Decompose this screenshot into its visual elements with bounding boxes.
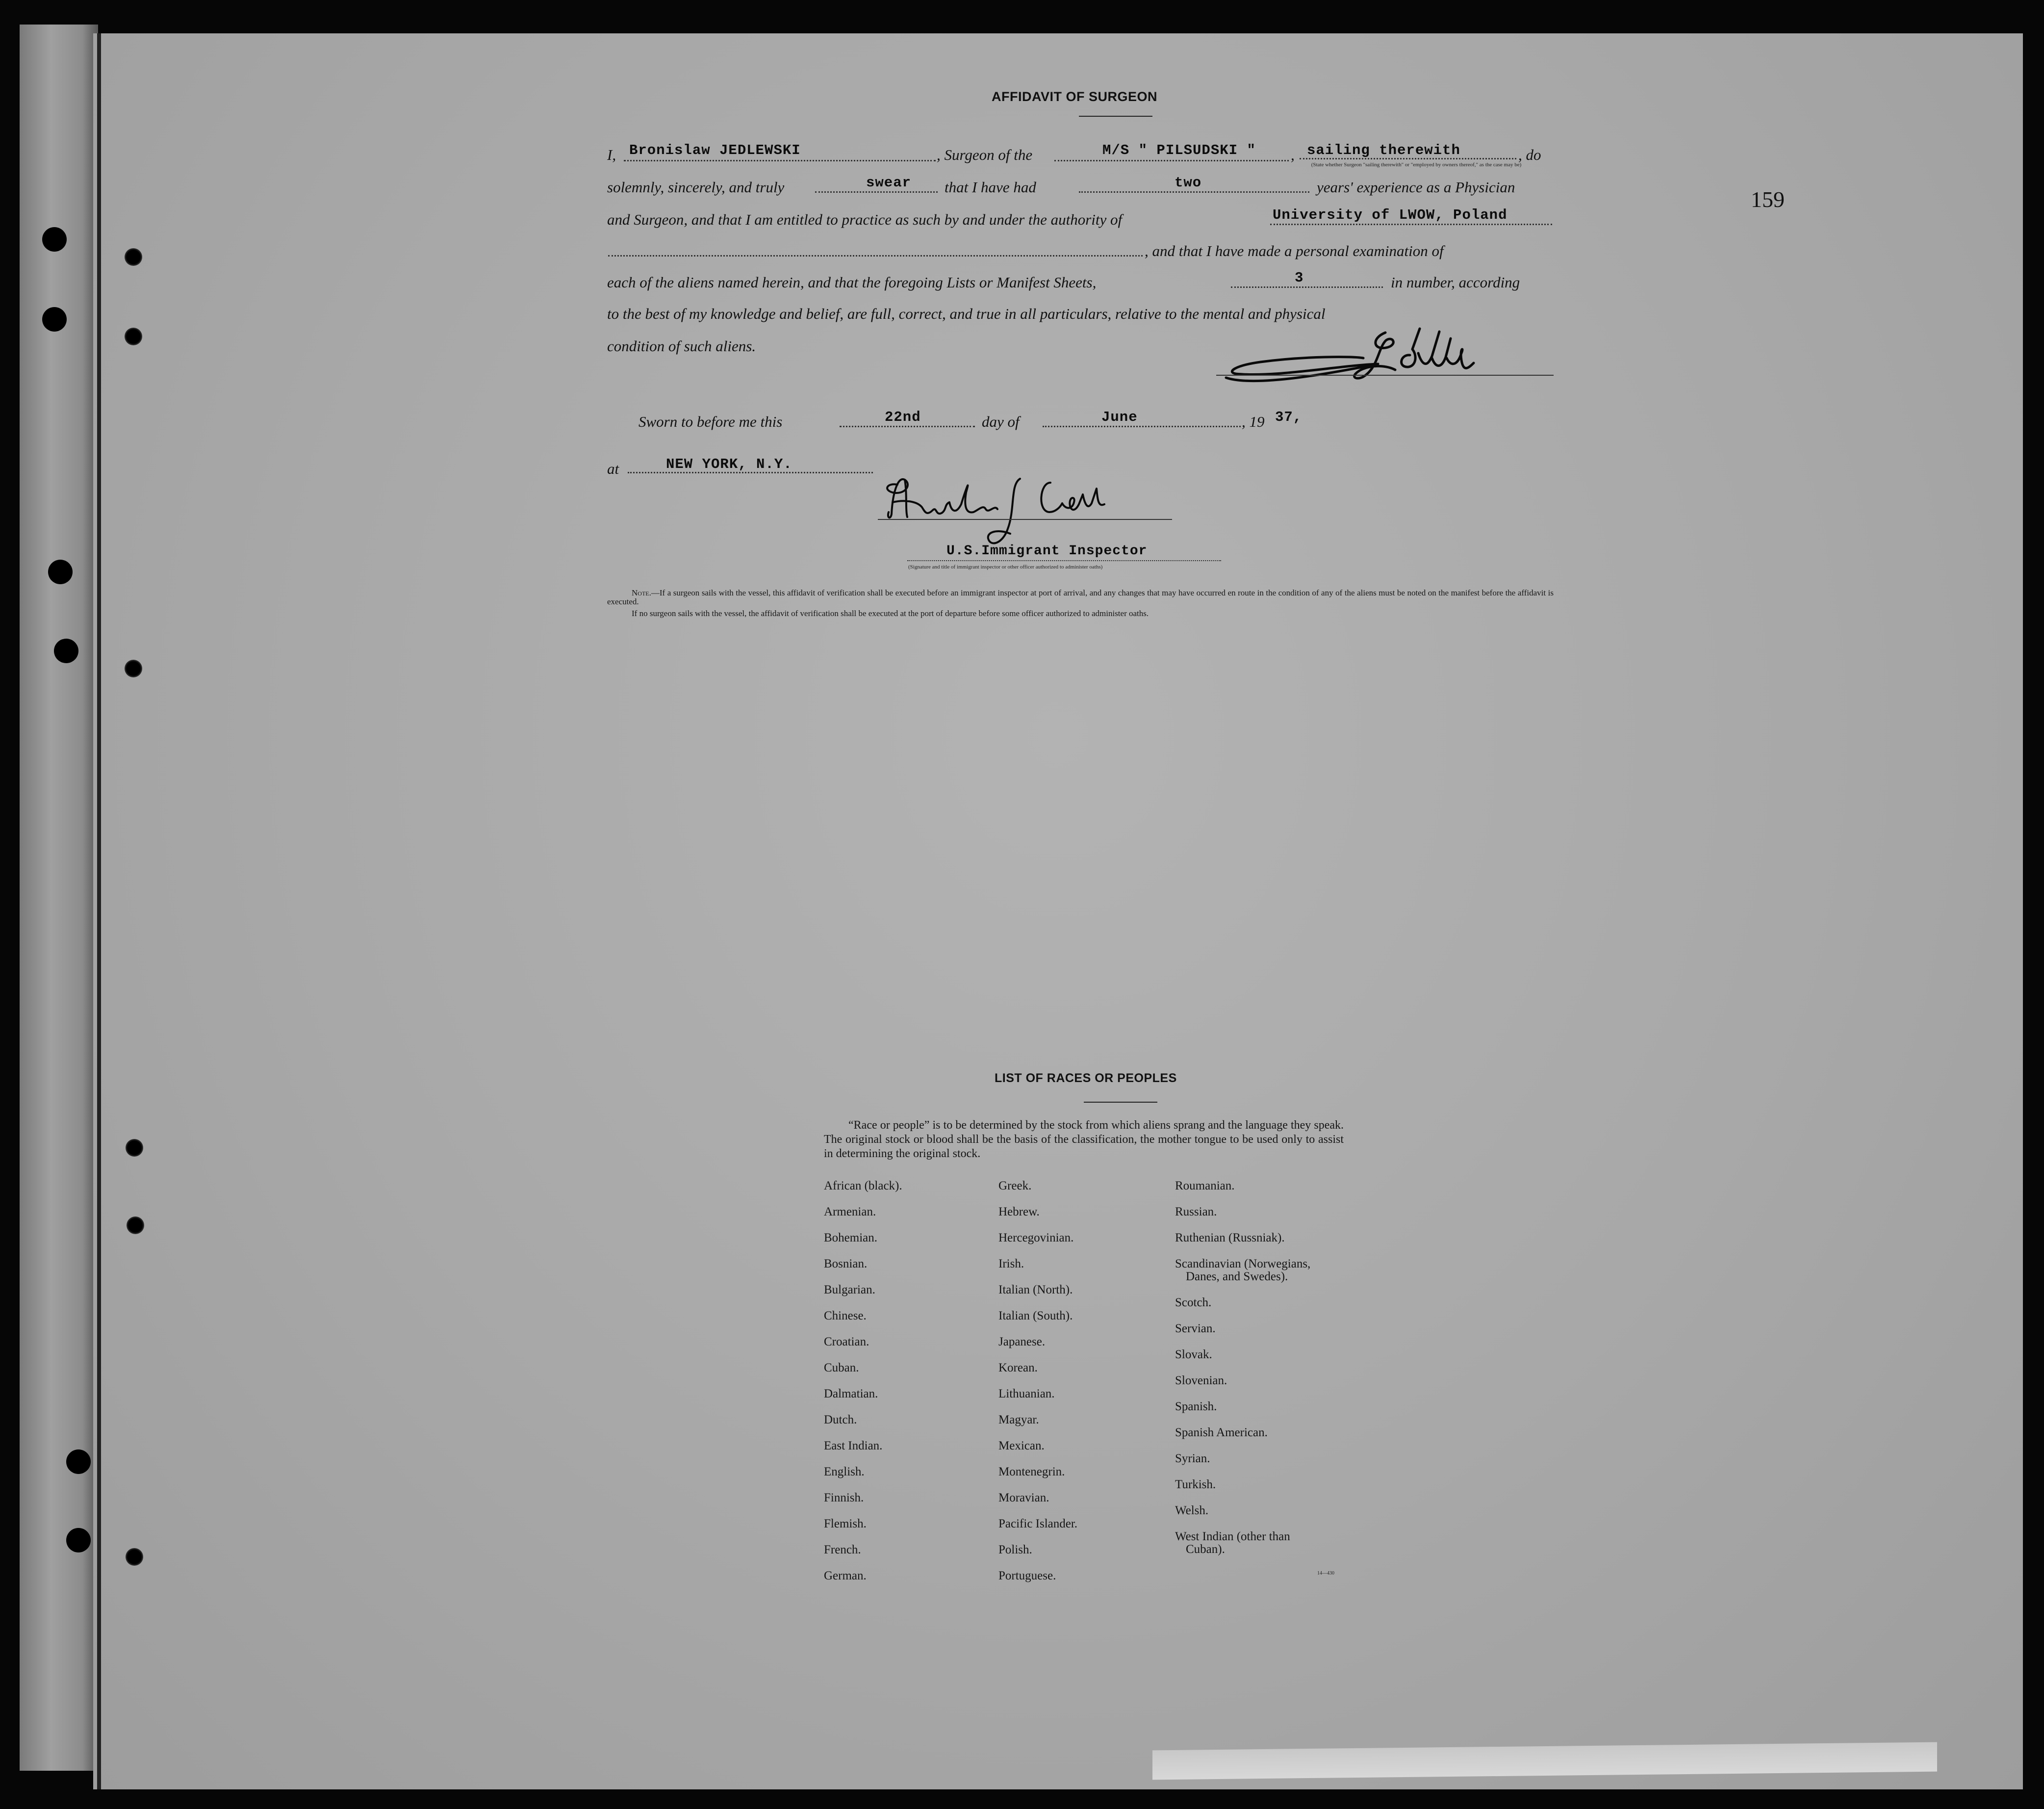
punch-hole — [48, 560, 73, 584]
punch-hole — [125, 660, 142, 677]
punch-hole — [126, 1139, 143, 1157]
form-number: 14—430 — [1317, 1571, 1334, 1576]
race-item: Japanese. — [998, 1335, 1046, 1348]
inspector-caption: (Signature and title of immigrant inspector or other officer authorized to administer oaths) — [908, 564, 1103, 570]
years-line — [1079, 191, 1309, 193]
capacity-line — [1300, 158, 1516, 159]
races-intro: “Race or people” is to be determined by the stock from which aliens sprang and the language they speak. The original stock or blood shall be the basis of the classification, the mother tongue to be used only to assist in determining the original stock. — [824, 1119, 1344, 1160]
race-item: Spanish. — [1175, 1400, 1217, 1413]
inspector-title-line — [907, 560, 1221, 561]
race-item: Greek. — [998, 1179, 1032, 1192]
surgeon-name-line — [624, 160, 936, 161]
text-day-of: day of — [982, 413, 1020, 430]
note-lead: Note. — [632, 588, 651, 597]
race-item: Moravian. — [998, 1491, 1049, 1504]
race-item: Korean. — [998, 1361, 1038, 1374]
race-item: Cuban). — [1186, 1543, 1225, 1556]
oath-line — [815, 191, 938, 193]
race-item: Lithuanian. — [998, 1387, 1055, 1400]
race-item: Slovak. — [1175, 1348, 1212, 1361]
punch-hole — [54, 639, 78, 663]
punch-hole — [66, 1449, 91, 1474]
authority-line — [1270, 224, 1552, 225]
race-item: Scandinavian (Norwegians, — [1175, 1257, 1311, 1270]
race-item: Italian (South). — [998, 1309, 1073, 1322]
race-item: Pacific Islander. — [998, 1517, 1078, 1530]
text-best-of-knowledge: to the best of my knowledge and belief, are full, correct, and true in all particulars, relative to the mental and physical — [607, 305, 1326, 322]
text-sworn: Sworn to before me this — [639, 413, 783, 430]
years-experience: two — [1175, 175, 1202, 191]
surgeon-signature — [1216, 319, 1491, 392]
race-item: Magyar. — [998, 1413, 1039, 1426]
race-item: Turkish. — [1175, 1478, 1216, 1491]
race-item: Danes, and Swedes). — [1186, 1270, 1288, 1283]
race-item: African (black). — [824, 1179, 902, 1192]
race-item: Dalmatian. — [824, 1387, 878, 1400]
text-and-surgeon: and Surgeon, and that I am entitled to practice as such by and under the authority of — [607, 211, 1123, 228]
text-19: , 19 — [1242, 413, 1265, 430]
text-personal-examination: , and that I have made a personal examination of — [1145, 242, 1444, 259]
inspector-signature-line — [878, 519, 1172, 520]
race-item: West Indian (other than — [1175, 1530, 1290, 1543]
text-each-of-the-aliens: each of the aliens named herein, and that the foregoing Lists or Manifest Sheets, — [607, 274, 1097, 291]
race-item: Bulgarian. — [824, 1283, 875, 1296]
punch-hole — [126, 1548, 143, 1566]
vessel-name: M/S " PILSUDSKI " — [1102, 142, 1256, 158]
race-item: Russian. — [1175, 1205, 1217, 1218]
oath-type: swear — [866, 175, 912, 191]
ledger-binding — [20, 25, 98, 1771]
sworn-place: NEW YORK, N.Y. — [666, 456, 792, 472]
text-comma: , — [1291, 146, 1295, 163]
race-item: Flemish. — [824, 1517, 867, 1530]
punch-hole — [125, 248, 142, 266]
affidavit-note — [607, 589, 1554, 606]
title-rule — [1079, 116, 1152, 117]
text-years-experience: years' experience as a Physician — [1317, 179, 1515, 196]
note-text-1: —If a surgeon sails with the vessel, this affidavit of verification shall be executed before an immigrant inspector at port of arrival, and any changes that may have occurred en route in the condition of any of the aliens must be noted on the manifest before the affidavit is executed. — [607, 588, 1554, 606]
race-item: German. — [824, 1569, 867, 1582]
race-item: Hebrew. — [998, 1205, 1040, 1218]
races-title-rule — [1084, 1102, 1157, 1103]
affidavit-title: AFFIDAVIT OF SURGEON — [992, 89, 1157, 104]
text-do: , do — [1518, 146, 1541, 163]
race-item: Cuban. — [824, 1361, 859, 1374]
punch-hole — [42, 227, 67, 252]
surgeon-signature-line — [1216, 375, 1554, 376]
page-number: 159 — [1751, 187, 1785, 212]
punch-hole — [66, 1528, 91, 1552]
race-item: Chinese. — [824, 1309, 867, 1322]
sworn-year: 37, — [1275, 409, 1303, 425]
surgeon-name: Bronislaw JEDLEWSKI — [629, 142, 801, 158]
race-item: Syrian. — [1175, 1452, 1210, 1465]
sworn-month: June — [1101, 409, 1138, 425]
race-item: Croatian. — [824, 1335, 869, 1348]
race-item: East Indian. — [824, 1439, 883, 1452]
race-item: Armenian. — [824, 1205, 876, 1218]
binding-edge — [97, 33, 101, 1789]
text-i: I, — [607, 146, 616, 163]
manifest-sheet-count: 3 — [1295, 270, 1304, 286]
text-surgeon-of: , Surgeon of the — [937, 146, 1033, 163]
race-item: Hercegovinian. — [998, 1231, 1074, 1244]
race-item: Dutch. — [824, 1413, 857, 1426]
race-item: Polish. — [998, 1543, 1032, 1556]
race-item: Bohemian. — [824, 1231, 878, 1244]
sworn-day: 22nd — [885, 409, 921, 425]
affidavit-note-2: If no surgeon sails with the vessel, the affidavit of verification shall be executed at the port of departure before some officer authorized to administer oaths. — [632, 609, 1149, 618]
inspector-title: U.S.Immigrant Inspector — [946, 543, 1148, 559]
text-condition: condition of such aliens. — [607, 337, 756, 355]
text-that-i-have-had: that I have had — [945, 179, 1036, 196]
race-item: Irish. — [998, 1257, 1024, 1270]
licensing-authority: University of LWOW, Poland — [1273, 207, 1507, 223]
race-item: Bosnian. — [824, 1257, 868, 1270]
capacity-caption: (State whether Surgeon "sailing therewith" or "employed by owners thereof," as the case may be) — [1311, 162, 1522, 168]
month-line — [1043, 426, 1241, 427]
text-solemnly: solemnly, sincerely, and truly — [607, 179, 785, 196]
inspector-signature — [878, 465, 1108, 553]
vessel-line — [1054, 160, 1289, 161]
day-line — [840, 426, 975, 427]
race-item: Mexican. — [998, 1439, 1045, 1452]
place-line — [628, 472, 873, 473]
race-item: Finnish. — [824, 1491, 864, 1504]
races-title: LIST OF RACES OR PEOPLES — [995, 1071, 1177, 1085]
race-item: Portuguese. — [998, 1569, 1056, 1582]
race-item: English. — [824, 1465, 865, 1478]
race-item: Ruthenian (Russniak). — [1175, 1231, 1285, 1244]
punch-hole — [42, 307, 67, 332]
surgeon-capacity: sailing therewith — [1307, 142, 1460, 158]
race-item: Servian. — [1175, 1322, 1216, 1335]
punch-hole — [127, 1216, 144, 1234]
race-item: Scotch. — [1175, 1296, 1212, 1309]
text-in-number: in number, according — [1391, 274, 1520, 291]
race-item: Slovenian. — [1175, 1374, 1227, 1387]
race-item: Spanish American. — [1175, 1426, 1268, 1439]
count-line — [1231, 286, 1383, 288]
race-item: French. — [824, 1543, 861, 1556]
race-item: Montenegrin. — [998, 1465, 1065, 1478]
authority-line-continued — [608, 255, 1143, 257]
race-item: Welsh. — [1175, 1504, 1209, 1517]
punch-hole — [125, 328, 142, 345]
race-item: Italian (North). — [998, 1283, 1073, 1296]
race-item: Roumanian. — [1175, 1179, 1235, 1192]
text-at: at — [607, 460, 619, 477]
